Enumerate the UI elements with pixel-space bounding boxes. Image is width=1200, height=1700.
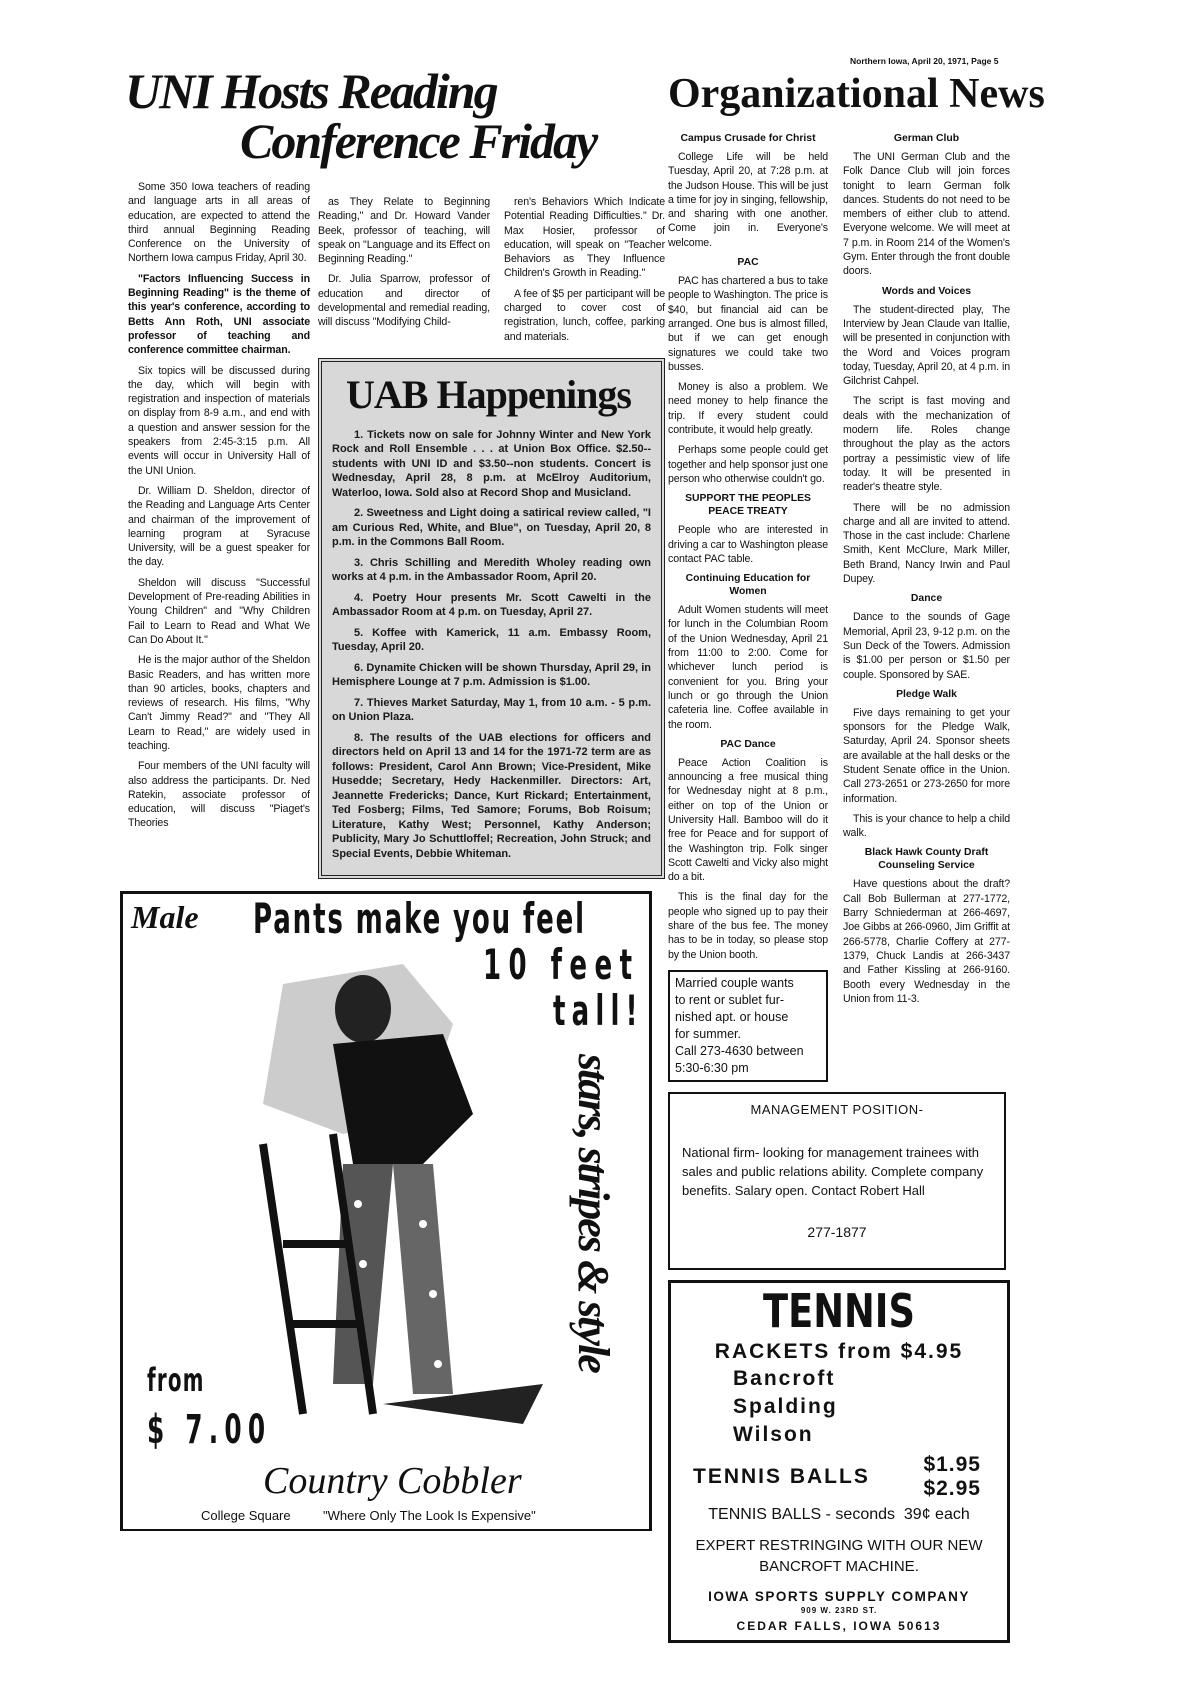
classified-line: for summer. bbox=[675, 1026, 741, 1041]
uab-title: UAB Happenings bbox=[346, 371, 631, 417]
male-script-logo: Male bbox=[131, 899, 199, 936]
management-ad bbox=[668, 1092, 1006, 1270]
tennis-company: IOWA SPORTS SUPPLY COMPANY bbox=[708, 1588, 970, 1604]
article-paragraph: A fee of $5 per participant will be charged to cover cost of registration, lunch, coffee, parking and materials. bbox=[504, 287, 665, 343]
org-paragraph: Perhaps some people could get together and help sponsor just one person who otherwise couldn't go. bbox=[668, 444, 828, 485]
uab-item: 6. Dynamite Chicken will be shown Thursday, April 29, in Hemisphere Lounge at 7 p.m. Admission is $1.00. bbox=[332, 661, 651, 689]
college-square: College Square bbox=[201, 1508, 291, 1524]
article-columns-2-3 bbox=[318, 195, 665, 350]
tennis-seconds: TENNIS BALLS - seconds 39¢ each bbox=[708, 1505, 970, 1523]
uab-item: 4. Poetry Hour presents Mr. Scott Cawelti in the Ambassador Room at 4 p.m. on Tuesday, April 27. bbox=[332, 591, 651, 619]
right-section bbox=[668, 71, 1045, 1643]
org-paragraph: Adult Women students will meet for lunch in the Columbian Room of the Union Wednesday, April 21 from 11:00 to 2:00. Come for whichever lunch period is convenient for you. Bring your lunch or go through the Union cafeteria line. Coffee available in the room. bbox=[668, 604, 828, 731]
org-paragraph: This is your chance to help a child walk. bbox=[843, 812, 1010, 840]
org-paragraph: Five days remaining to get your sponsors for the Pledge Walk, Saturday, April 24. Sponsor sheets are available at the hall desks or the Student Senate office in the Union. Call 273-2651 or 273-2650 for more information. bbox=[843, 706, 1010, 805]
pants-ad bbox=[120, 891, 652, 1531]
org-columns bbox=[668, 126, 1010, 1082]
classified-line: Call 273-4630 between bbox=[675, 1043, 804, 1058]
ball-price-1: $1.95 bbox=[923, 1452, 981, 1476]
article-paragraph: Some 350 Iowa teachers of reading and language arts in all areas of education, are expected to attend the third annual Beginning Reading Conference on the University of Northern Iowa campus Friday, April 30. bbox=[128, 181, 310, 265]
org-paragraph: The UNI German Club and the Folk Dance Club will join forces tonight to learn German folk dances. Students do not need to be members of either club to attend. Everyone welcome. We will meet at 7 p.m. in Room 214 of the Women's Gym. Enter through the front double doors. bbox=[843, 151, 1010, 278]
org-column-1-wrap bbox=[668, 126, 828, 1082]
pants-headline-2: 10 feet bbox=[483, 940, 640, 990]
article-paragraph: Sheldon will discuss "Successful Development of Pre-reading Abilities in Young Children" and "Why Children Fail to Learn to Read and What We Can Do About It." bbox=[128, 576, 310, 646]
pants-headline-3: tall! bbox=[553, 986, 644, 1036]
stars-stripes-style-text: stars, stripes & style bbox=[569, 1054, 618, 1373]
headline-line-2: Conference Friday bbox=[240, 113, 597, 169]
management-phone: 277-1877 bbox=[807, 1223, 867, 1240]
org-section-heading: German Club bbox=[893, 133, 960, 144]
uab-item: 2. Sweetness and Light doing a satirical review called, "I am Curious Red, White, and Blue", on Tuesday, April 20, 8 p.m. in the Commons Ball Room. bbox=[332, 507, 651, 549]
headline-line-1: UNI Hosts Reading bbox=[125, 63, 497, 119]
org-section-heading: SUPPORT THE PEOPLES PEACE TREATY bbox=[685, 493, 811, 518]
article-paragraph: as They Relate to Beginning Reading," and Dr. Howard Vander Beek, professor of teaching, will speak on "Language and its Effect on Beginning Reading." bbox=[318, 196, 490, 266]
article-paragraph: Dr. Julia Sparrow, professor of education and director of developmental and remedial reading, will discuss "Modifying Child- bbox=[318, 273, 490, 329]
uab-item: 1. Tickets now on sale for Johnny Winter and New York Rock and Roll Ensemble . . . at Union Box Office. $2.50--students with UNI ID and $3.50--non students. Concert is Wednesday, April 28, 8 p.m. at McElroy Auditorium, Waterloo, Iowa. Sold also at Record Shop and Musicland. bbox=[332, 428, 651, 499]
org-paragraph: Dance to the sounds of Gage Memorial, April 23, 9-12 p.m. on the Sun Deck of the Towers. Admission is $1.00 per person or $1.50 per couple. Sponsored by SAE. bbox=[843, 611, 1010, 681]
management-body: National firm- looking for management trainees with sales and public relations ability. Complete company benefits. Salary open. Contact Robert Hall bbox=[682, 1144, 984, 1198]
uab-items bbox=[332, 428, 651, 862]
article-paragraph: ren's Behaviors Which Indicate Potential Reading Difficulties." Dr. Max Hosier, professor of education, will speak on "Teacher Behaviors as They Influence Children's Growth in Reading." bbox=[504, 196, 665, 280]
article-paragraph: He is the major author of the Sheldon Basic Readers, and has written more than 90 articles, books, chapters and reviews of research. His films, "Why Can't Jimmy Read?" and "They All Learn to Read," are widely used in teaching. bbox=[128, 654, 310, 752]
tennis-brands bbox=[671, 1365, 1007, 1449]
ball-price-2: $2.95 bbox=[923, 1476, 981, 1500]
ad-slogan: "Where Only The Look Is Expensive" bbox=[323, 1508, 536, 1524]
tennis-balls: TENNIS BALLS bbox=[693, 1464, 870, 1488]
tennis-restring-1: EXPERT RESTRINGING WITH OUR NEW bbox=[695, 1536, 983, 1554]
country-cobbler-logo: Country Cobbler bbox=[263, 1460, 522, 1503]
article-area bbox=[120, 180, 665, 879]
org-paragraph: People who are interested in driving a car to Washington please contact PAC table. bbox=[668, 524, 828, 565]
masthead: Northern Iowa, April 20, 1971, Page 5 bbox=[850, 56, 999, 66]
org-paragraph: Peace Action Coalition is announcing a free musical thing for Wednesday night at 8 p.m., either on top of the Union or University Hall. Bamboo will do it free for Peace and for support of the Washington trip. Folk singer Scott Cawelti and Vicky also might do a bit. bbox=[668, 756, 828, 884]
tennis-restring-2: BANCROFT MACHINE. bbox=[759, 1557, 919, 1575]
article-paragraph: Dr. William D. Sheldon, director of the Reading and Language Arts Center and chairman of the improvement of learning program at Syracuse University, will be a guest speaker for the day. bbox=[128, 484, 310, 569]
model-on-ladder-photo bbox=[223, 964, 553, 1424]
org-news-title: Organizational News bbox=[668, 71, 1045, 117]
tennis-title: TENNIS bbox=[762, 1283, 916, 1338]
uab-item: 7. Thieves Market Saturday, May 1, from 10 a.m. - 5 p.m. on Union Plaza. bbox=[332, 696, 651, 724]
management-title: MANAGEMENT POSITION- bbox=[750, 1101, 924, 1117]
left-section bbox=[120, 180, 665, 1531]
tennis-balls-row bbox=[671, 1453, 1007, 1501]
pants-headline-1: Pants make you feel bbox=[253, 894, 586, 944]
org-paragraph: Money is also a problem. We need money to help finance the trip. If every student could contribute, it would help greatly. bbox=[668, 381, 828, 437]
article-right-area bbox=[318, 180, 665, 879]
uab-item: 3. Chris Schilling and Meredith Wholey reading own works at 4 p.m. in the Ambassador Room, April 20. bbox=[332, 556, 651, 584]
org-section-heading: Black Hawk County Draft Counseling Service bbox=[864, 847, 989, 872]
classified-line: to rent or sublet fur- bbox=[675, 992, 785, 1007]
brand-spalding: Spalding bbox=[733, 1394, 838, 1418]
org-paragraph: This is the final day for the people who signed up to pay their share of the bus fee. The money has to be in today, so please stop by the Union booth. bbox=[668, 891, 828, 961]
org-paragraph: College Life will be held Tuesday, April 20, at 7:28 p.m. at the Judson House. This will be just a time for joy in singing, fellowship, and sharing with one another. Come join in. Everyone's welcome. bbox=[668, 151, 828, 249]
brand-wilson: Wilson bbox=[733, 1422, 814, 1446]
org-section-heading: PAC bbox=[737, 257, 759, 269]
classified-ad bbox=[668, 970, 828, 1082]
org-column-2 bbox=[843, 126, 1010, 1012]
tennis-rackets: RACKETS from $4.95 bbox=[714, 1339, 964, 1363]
uab-item: 5. Koffee with Kamerick, 11 a.m. Embassy Room, Tuesday, April 20. bbox=[332, 626, 651, 654]
uab-happenings-box bbox=[318, 358, 665, 880]
org-paragraph: Have questions about the draft? Call Bob Bullerman at 277-1772, Barry Schniederman at 266-4697, Joe Gibbs at 266-0960, Jim Griffit at 266-5778, Charlie Coffery at 277-1379, Chuck Landis at 266-3437 and Father Kissling at 266-9160. Booth every Wednesday in the Union from 11-3. bbox=[843, 878, 1010, 1005]
article-paragraph: "Factors Influencing Success in Beginning Reading" is the theme of this year's conference, according to Betts Ann Roth, UNI associate professor of teaching and conference committee chairman. bbox=[128, 272, 310, 357]
classified-line: 5:30-6:30 pm bbox=[675, 1060, 749, 1075]
org-paragraph: There will be no admission charge and all are invited to attend. Those in the cast include: Charlene Smith, Kent McClure, Mark Miller, Beth Brand, Nancy Irwin and Paul Dupey. bbox=[843, 501, 1010, 586]
org-section-heading: Words and Voices bbox=[881, 285, 972, 297]
org-section-heading: Pledge Walk bbox=[896, 688, 957, 700]
article-column-3 bbox=[504, 195, 665, 350]
article-column-2 bbox=[318, 195, 490, 350]
org-paragraph: The student-directed play, The Interview by Jean Claude van Itallie, will be presented in conjunction with the Word and Voices program today, Tuesday, April 20, at 4 p.m. in Gilchrist Cahpel. bbox=[843, 303, 1010, 388]
org-section-heading: PAC Dance bbox=[720, 738, 776, 750]
classified-line: nished apt. or house bbox=[675, 1009, 789, 1024]
org-section-heading: Continuing Education for Women bbox=[685, 573, 811, 598]
tennis-city: CEDAR FALLS, IOWA 50613 bbox=[736, 1618, 942, 1633]
article-paragraph: Four members of the UNI faculty will also address the participants. Dr. Ned Ratekin, associate professor of education, will discuss "Piaget's Theories bbox=[128, 760, 310, 830]
ball-prices bbox=[923, 1453, 981, 1501]
org-column-1 bbox=[668, 132, 828, 962]
tennis-street: 909 W. 23RD ST. bbox=[800, 1605, 878, 1615]
org-section-heading: Campus Crusade for Christ bbox=[680, 133, 816, 144]
org-paragraph: PAC has chartered a bus to take people to Washington. The price is $40, but financial aid can be arranged. One bus is almost filled, but if we can get enough signatures we could take two busses. bbox=[668, 275, 828, 373]
tennis-ad bbox=[668, 1280, 1010, 1643]
pants-price: $ 7.00 bbox=[147, 1407, 272, 1454]
article-paragraph: Six topics will be discussed during the day, which will begin with registration and inspection of materials on display from 8-9 a.m., and end with a question and answer session for the speakers from 2:45-3:15 p.m. All events will occur in University Hall of the UNI Union. bbox=[128, 364, 310, 477]
article-column-1 bbox=[120, 180, 310, 837]
brand-bancroft: Bancroft bbox=[733, 1366, 836, 1390]
classified-line: Married couple wants bbox=[675, 975, 794, 990]
org-paragraph: The script is fast moving and deals with the mechanization of modern life. Roles change throughout the play as the actors portray a pessimistic view of life today. It will be presented in reader's theatre style. bbox=[843, 395, 1010, 494]
org-section-heading: Dance bbox=[910, 593, 943, 605]
pants-from: from bbox=[147, 1361, 205, 1400]
uab-item: 8. The results of the UAB elections for officers and directors held on April 13 and 14 for the 1971-72 term are as follows: President, Carol Ann Brown; Vice-President, Mike Husedde; Secretary, Hedy Hackenmiller. Directors: Art, Jeannette Fredericks; Dance, Kurt Rickard; Entertainment, Ted Fosberg; Films, Ted Samore; Forums, Bob Roisum; Literature, Kathy West; Personnel, Kathy Anderson; Publicity, Mary Jo Schuttloffel; Recreation, John Struck; and Special Events, Debbie Whiteman. bbox=[332, 731, 651, 860]
